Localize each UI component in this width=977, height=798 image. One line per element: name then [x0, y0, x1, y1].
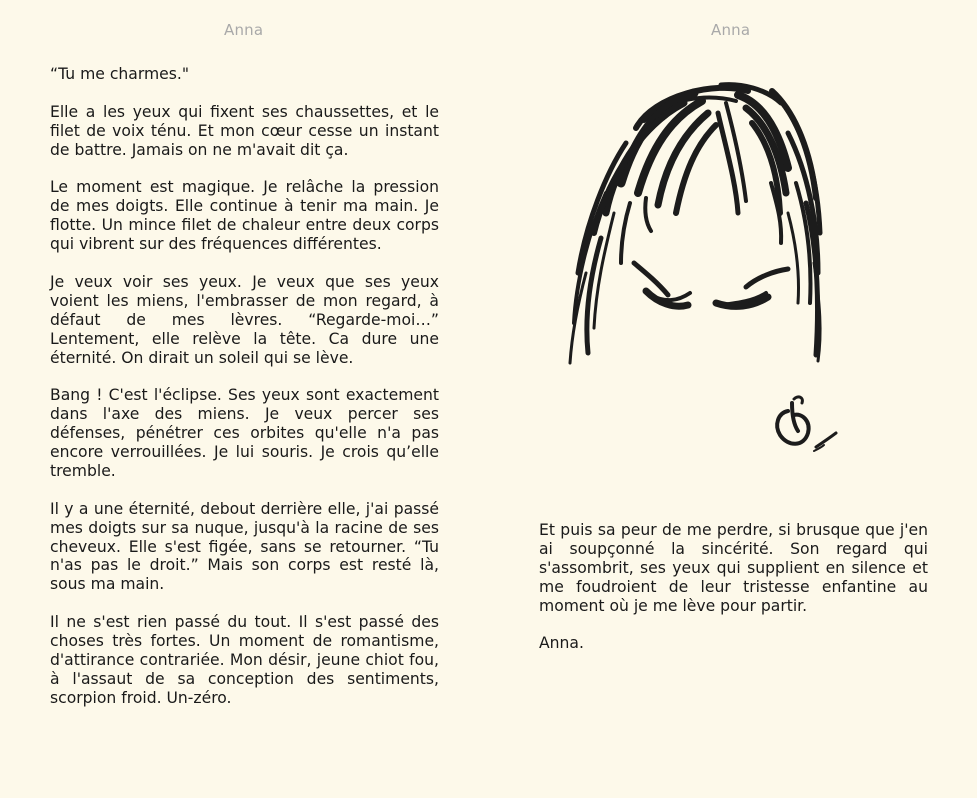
- paragraph: Bang ! C'est l'éclipse. Ses yeux sont exactement dans l'axe des miens. Je veux percer ses défenses, pénétrer ces orbites qu'elle n'a pas encore verrouillées. Je lui souris. Je crois qu’elle tremble.: [50, 386, 439, 480]
- face-sketch-illustration: [566, 73, 838, 485]
- right-page: [489, 0, 977, 798]
- paragraph: Elle a les yeux qui fixent ses chaussettes, et le filet de voix ténu. Et mon cœur cesse un instant de battre. Jamais on ne m'avait dit ça.: [50, 102, 439, 159]
- right-page-body: [539, 521, 928, 672]
- paragraph: Et puis sa peur de me perdre, si brusque que j'en ai soupçonné la sincérité. Son regard qui s'assombrit, ses yeux qui supplient en silence et me foudroient de leur tristesse enfantine au moment où je me lève pour partir.: [539, 521, 928, 615]
- left-page-body: [50, 65, 439, 727]
- paragraph: Je veux voir ses yeux. Je veux que ses yeux voient les miens, l'embrasser de mon regard, à défaut de mes lèvres. “Regarde-moi…” Lentement, elle relève la tête. Ca dure une éternité. On dirait un soleil qui se lève.: [50, 272, 439, 367]
- paragraph: Le moment est magique. Je relâche la pression de mes doigts. Elle continue à tenir ma main. Je flotte. Un mince filet de chaleur entre deux corps qui vibrent sur des fréquences différentes.: [50, 178, 439, 254]
- paragraph: Il y a une éternité, debout derrière elle, j'ai passé mes doigts sur sa nuque, jusqu'à la racine de ses cheveux. Elle s'est figée, sans se retourner. “Tu n'as pas le droit.” Mais son corps est resté là, sous ma main.: [50, 499, 439, 594]
- paragraph: “Tu me charmes.": [50, 65, 190, 83]
- running-head-left: Anna: [224, 21, 264, 39]
- running-head-right: Anna: [711, 21, 751, 39]
- signature-line: Anna.: [539, 634, 584, 653]
- paragraph: Il ne s'est rien passé du tout. Il s'est passé des choses très fortes. Un moment de romantisme, d'attirance contrariée. Mon désir, jeune chiot fou, à l'assaut de sa conception des sentiments, scorpion froid. Un-zéro.: [50, 613, 439, 707]
